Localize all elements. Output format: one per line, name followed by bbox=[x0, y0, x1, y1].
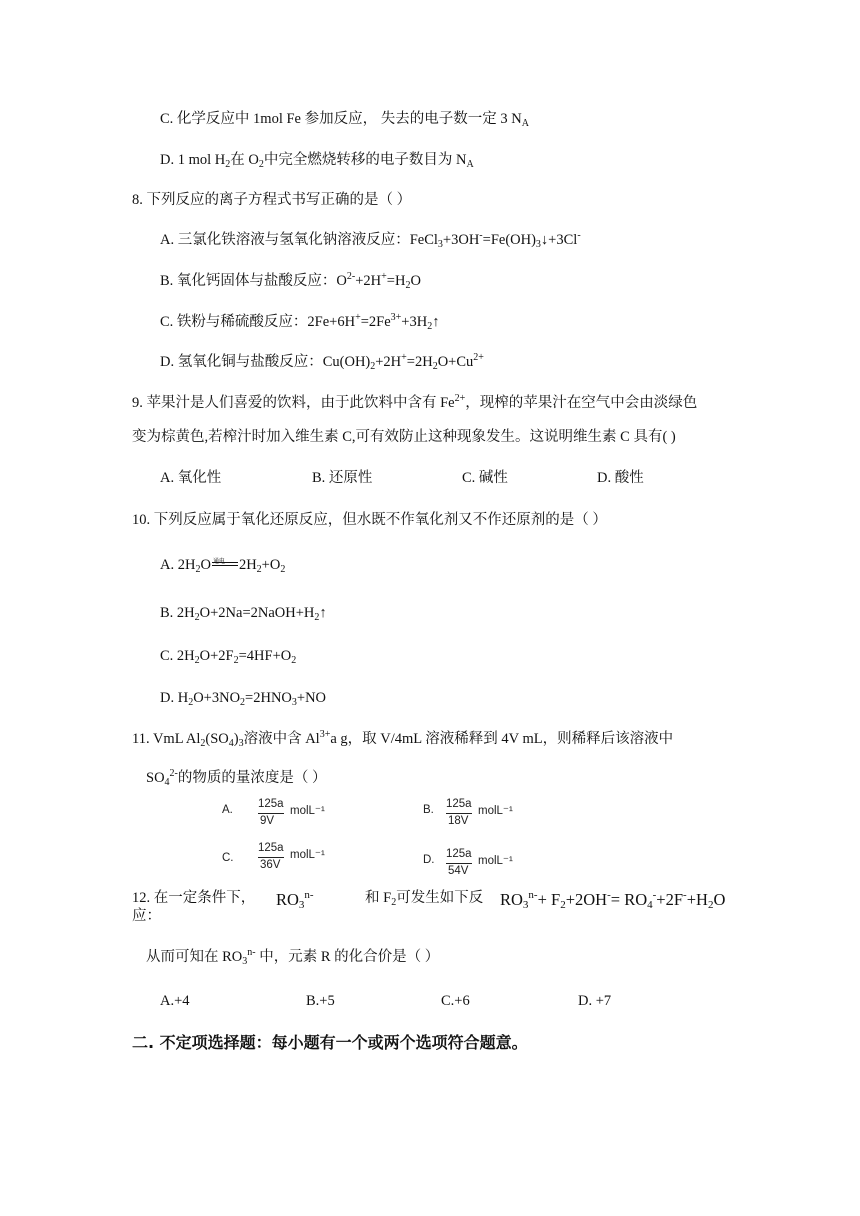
q8-stem: 8. 下列反应的离子方程式书写正确的是（ ） bbox=[132, 192, 412, 208]
q7-option-c: C. 化学反应中 1mol Fe 参加反应， 失去的电子数一定 3 $N_A$ bbox=[160, 111, 529, 129]
q10-option-a: A. $2H_2O$ 通电 $2H_2+O_2$ bbox=[160, 557, 286, 575]
q12-stem-start: 12. 在一定条件下， bbox=[132, 890, 256, 906]
electrolysis-condition: 通电 bbox=[211, 555, 239, 575]
q9-option-c: C. 碱性 bbox=[462, 470, 508, 486]
q12-stem-wrap: 应： bbox=[132, 908, 161, 924]
q12-stem-line2: 从而可知在 $RO_3^{n-}$ 中，元素 R 的化合价是（ ） bbox=[146, 947, 440, 967]
q8-option-b: B. 氧化钙固体与盐酸反应：$O^{2-}+2H^+=H_2O$ bbox=[160, 271, 421, 291]
q12-ion: $RO_3^{n-}$ bbox=[276, 889, 314, 911]
q11-stem-line1: 11. VmL $Al_2(SO_4)_3$溶液中含 $Al^{3+}a$ g，取 V/4mL 溶液稀释到 4V mL，则稀释后该溶液中 bbox=[132, 729, 674, 749]
q7-option-d: D. 1 mol $H_2$在 $O_2$中完全燃烧转移的电子数目为 $N_A$ bbox=[160, 152, 474, 170]
q12-option-c: C.+6 bbox=[441, 993, 470, 1009]
q12-equation: $RO_3^{n-}+ F_2+2OH^-= RO_4^-+2F^-+H_2O$ bbox=[500, 889, 726, 911]
q12-option-b: B.+5 bbox=[306, 993, 335, 1009]
q9-option-d: D. 酸性 bbox=[597, 470, 644, 486]
q9-stem-line1: 9. 苹果汁是人们喜爱的饮料，由于此饮料中含有 $Fe^{2+}$，现榨的苹果汁在空气中会由淡绿色 bbox=[132, 393, 698, 411]
q11-option-d-label: D. bbox=[423, 854, 435, 866]
q12-option-a: A.+4 bbox=[160, 993, 190, 1009]
section-2-heading: 二. 不定项选择题：每小题有一个或两个选项符合题意。 bbox=[132, 1033, 528, 1052]
q11-option-b-label: B. bbox=[423, 804, 434, 816]
q10-stem: 10. 下列反应属于氧化还原反应，但水既不作氧化剂又不作还原剂的是（ ） bbox=[132, 512, 607, 528]
q11-stem-line2: $SO_4^{2-}$的物质的量浓度是（ ） bbox=[146, 768, 327, 788]
q10-option-d: D. $H_2O+3NO_2=2HNO_3+NO$ bbox=[160, 690, 327, 708]
q12-stem-mid: 和 $F_2$可发生如下反 bbox=[365, 890, 484, 908]
q10-option-b: B. $2H_2O+2Na=2NaOH+H_2↑$ bbox=[160, 605, 327, 623]
q11-option-a-label: A. bbox=[222, 804, 233, 816]
q9-stem-line2: 变为棕黄色,若榨汁时加入维生素 C,可有效防止这种现象发生。这说明维生素 C 具有( ) bbox=[132, 429, 676, 445]
q8-option-c: C. 铁粉与稀硫酸反应：$2Fe+6H^+=2Fe^{3+}+3H_2↑$ bbox=[160, 312, 440, 332]
q8-option-a: A. 三氯化铁溶液与氢氧化钠溶液反应：$FeCl_3+3OH^-=Fe(OH)_3↓+3Cl^-$ bbox=[160, 230, 581, 250]
q10-option-c: C. $2H_2O+2F_2=4HF+O_2$ bbox=[160, 648, 297, 666]
q11-option-c-label: C. bbox=[222, 852, 234, 864]
q9-option-a: A. 氧化性 bbox=[160, 470, 222, 486]
q9-option-b: B. 还原性 bbox=[312, 470, 373, 486]
q12-option-d: D. +7 bbox=[578, 993, 612, 1009]
q8-option-d: D. 氢氧化铜与盐酸反应：$Cu(OH)_2+2H^+=2H_2O+Cu^{2+}$ bbox=[160, 352, 484, 372]
